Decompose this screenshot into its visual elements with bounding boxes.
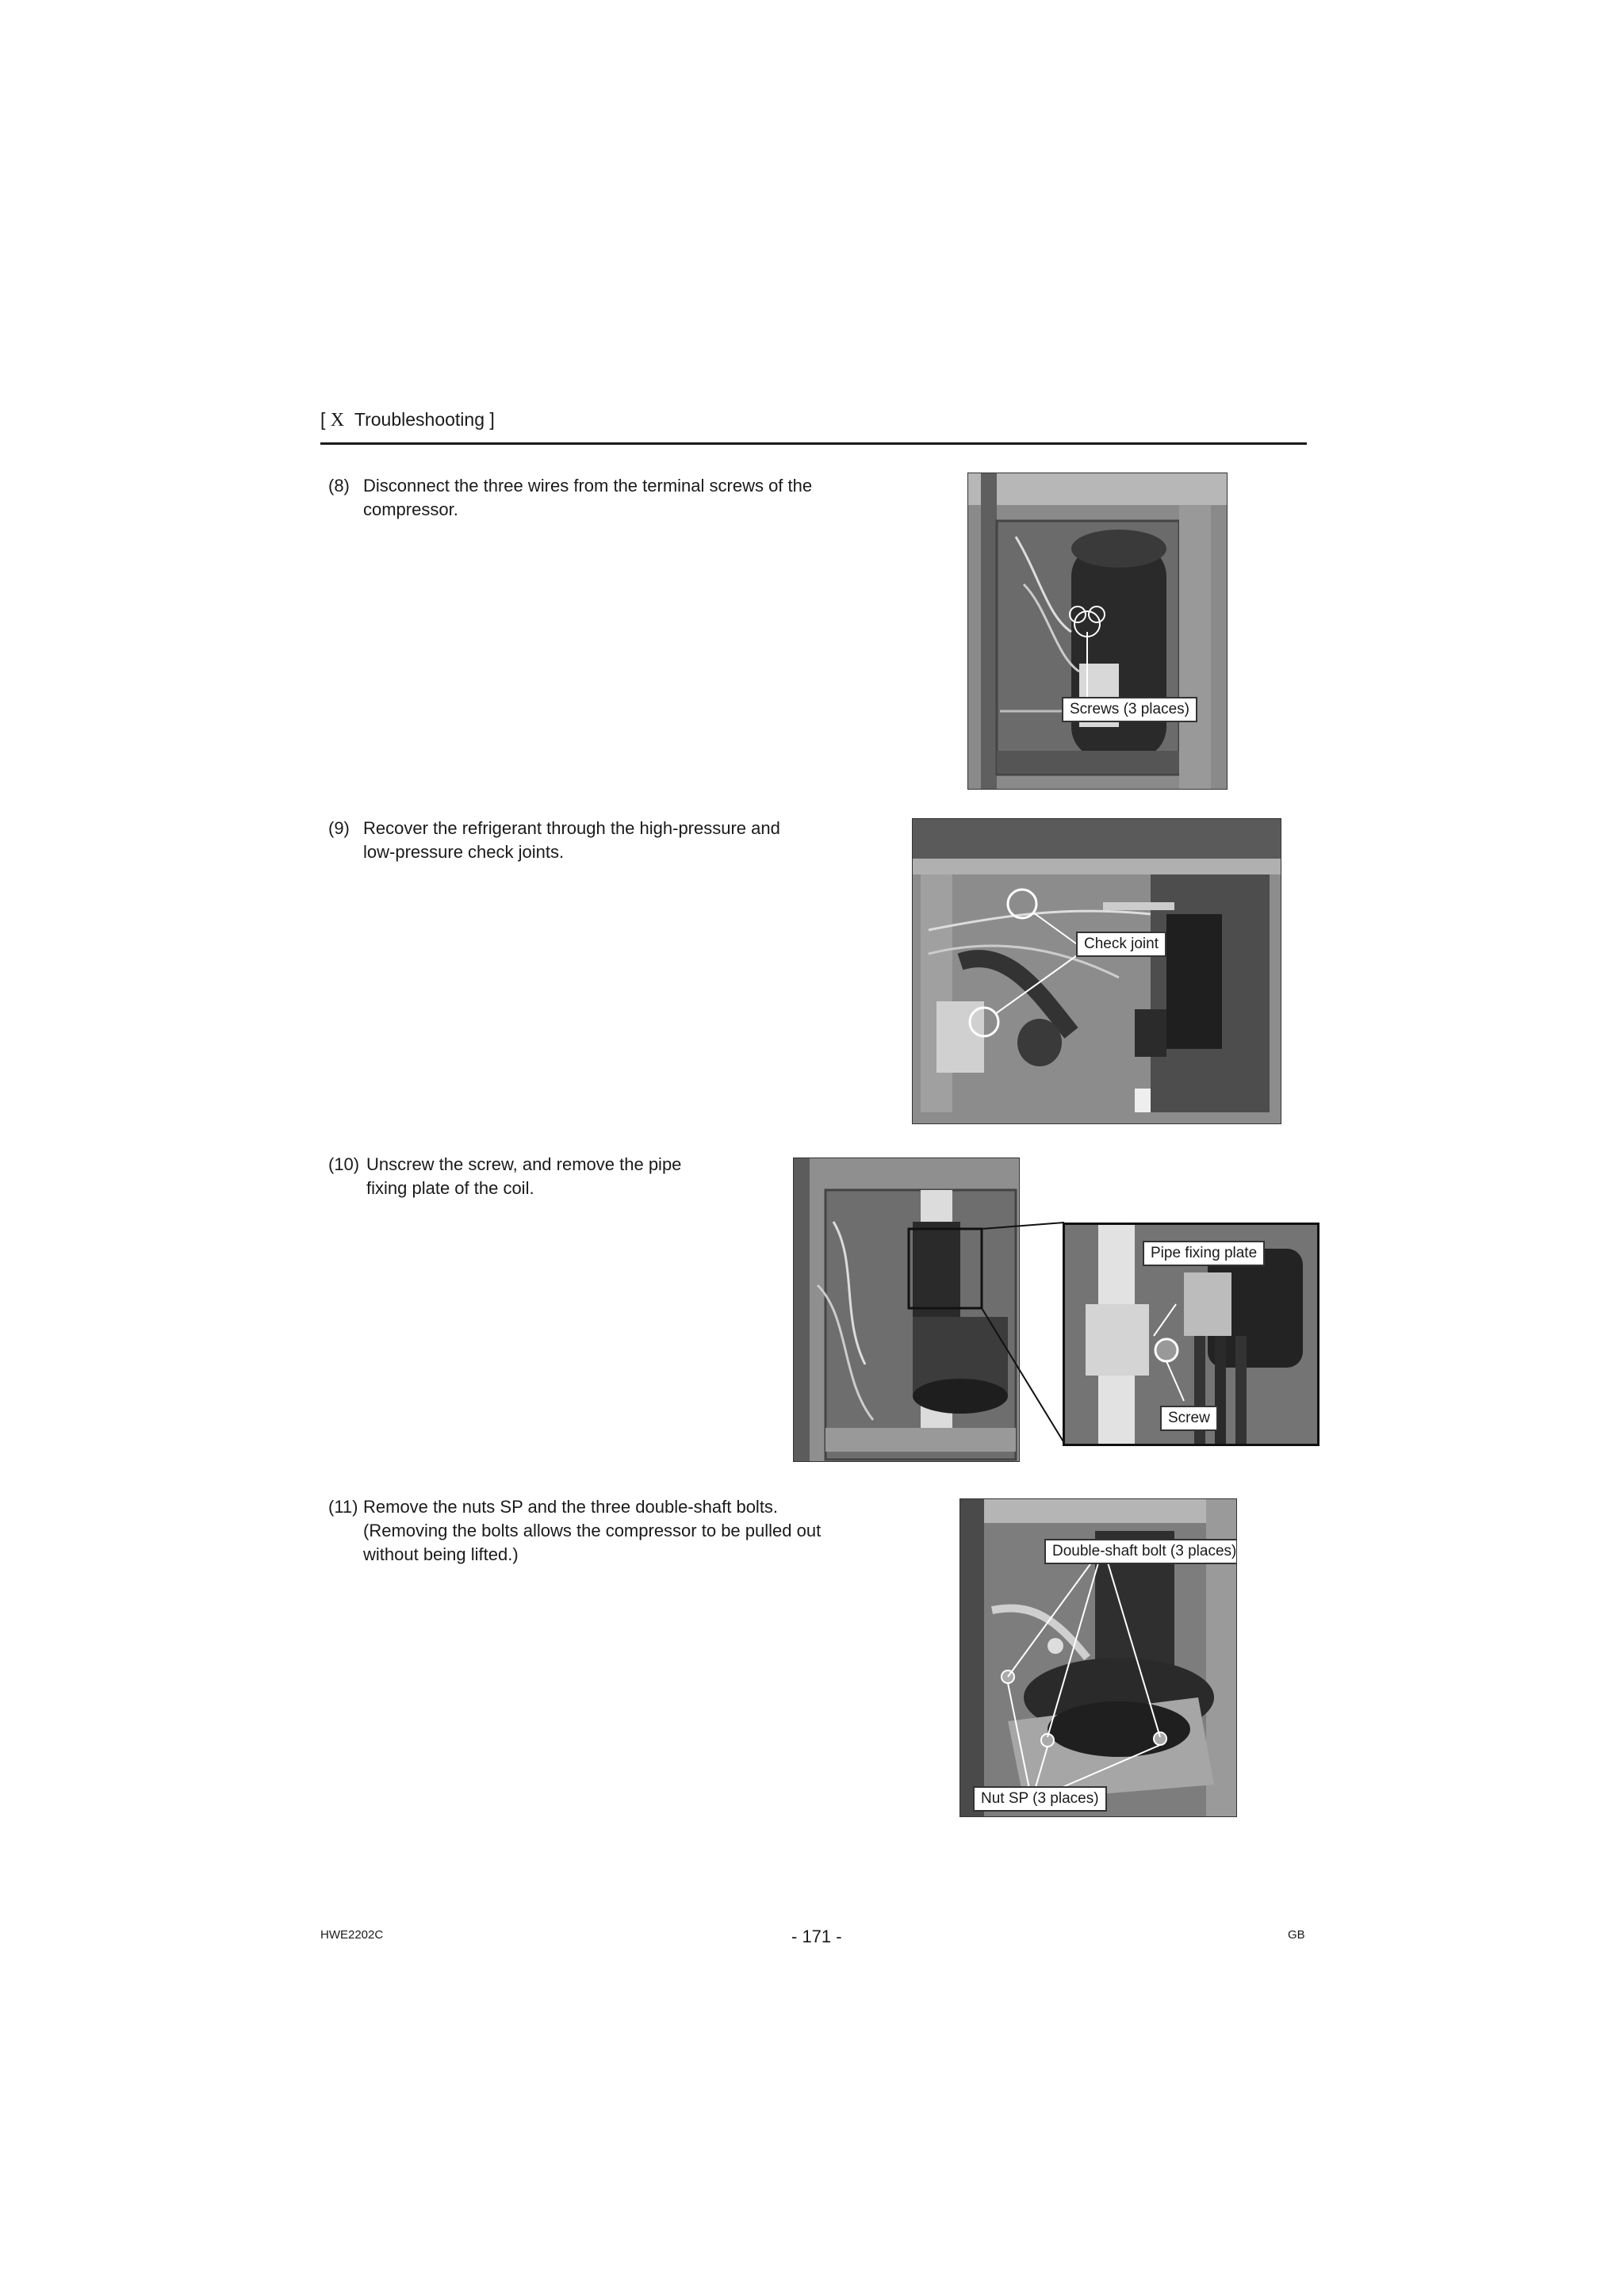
step-number: (10)	[328, 1154, 360, 1174]
callout-check-joint: Check joint	[1076, 932, 1166, 957]
step-text-line: (Removing the bolts allows the compressor to be pulled out	[363, 1521, 822, 1540]
step-text-line: fixing plate of the coil.	[366, 1178, 534, 1198]
step-text-line: Unscrew the screw, and remove the pipe	[366, 1154, 682, 1174]
page-number: - 171 -	[791, 1927, 842, 1946]
callout-pipe-fixing-plate: Pipe fixing plate	[1143, 1241, 1265, 1266]
step-number: (9)	[328, 818, 350, 838]
inset-connector-lines	[907, 1221, 1066, 1459]
section-header	[320, 409, 495, 431]
step-text-line: low-pressure check joints.	[363, 842, 565, 862]
header-rule	[320, 442, 1307, 445]
header-bracket-open: [	[320, 409, 326, 430]
step-number: (11)	[328, 1497, 358, 1517]
doc-code: HWE2202C	[320, 1928, 384, 1942]
header-bracket-close: ]	[489, 409, 495, 430]
figure-compressor-terminals	[967, 473, 1228, 790]
step-number: (8)	[328, 476, 350, 496]
callout-nut-sp: Nut SP (3 places)	[973, 1786, 1107, 1812]
step-text-line: Recover the refrigerant through the high-pressure and	[363, 818, 780, 838]
callout-screw: Screw	[1160, 1406, 1218, 1431]
step-text-line: without being lifted.)	[363, 1544, 519, 1564]
chapter-number: X	[330, 410, 345, 430]
figure-double-shaft-bolts	[959, 1498, 1237, 1817]
step-text-line: Remove the nuts SP and the three double-shaft bolts.	[363, 1497, 779, 1517]
region-code: GB	[1288, 1928, 1305, 1942]
figure-check-joints	[912, 818, 1281, 1124]
callout-screws: Screws (3 places)	[1062, 697, 1197, 722]
step-text-line: compressor.	[363, 499, 458, 519]
header-title: Troubleshooting	[354, 409, 485, 430]
callout-double-shaft-bolt: Double-shaft bolt (3 places)	[1044, 1539, 1237, 1564]
step-text-line: Disconnect the three wires from the terminal screws of the	[363, 476, 813, 496]
figure-pipe-fixing-plate-detail	[1063, 1223, 1320, 1446]
